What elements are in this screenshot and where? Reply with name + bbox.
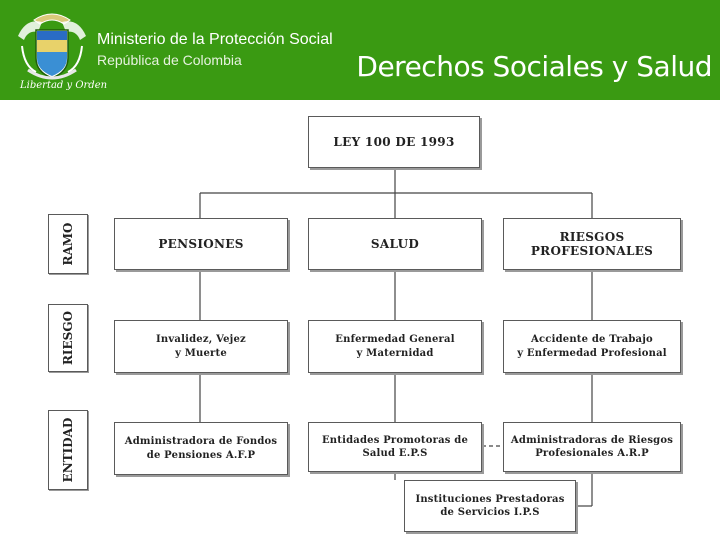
riesgo-salud-line2: y Maternidad <box>356 347 434 359</box>
entidad-arp-line1: Administradoras de Riesgos <box>510 434 674 446</box>
entidad-afp-line2: de Pensiones A.F.P <box>146 449 256 461</box>
riesgo-salud-line1: Enfermedad General <box>335 334 455 345</box>
entidad-eps-line2: Salud E.P.S <box>362 448 428 459</box>
row-label-riesgo <box>48 304 88 372</box>
ips-line1: Instituciones Prestadoras <box>415 493 565 505</box>
root-label: LEY 100 DE 1993 <box>333 135 455 149</box>
riesgo-box-salud <box>308 320 482 373</box>
row-label-entidad-text: ENTIDAD <box>61 417 75 483</box>
row-label-riesgo-text: RIESGO <box>61 310 75 366</box>
row-label-ramo-text: RAMO <box>61 222 75 266</box>
riesgo-pensiones-line2: y Muerte <box>175 347 227 359</box>
entidad-arp-line2: Profesionales A.R.P <box>535 448 649 459</box>
riesgo-riesgos-line1: Accidente de Trabajo <box>531 334 653 345</box>
row-label-entidad <box>48 410 88 490</box>
ramo-box-riesgos-profesionales <box>503 218 681 270</box>
entidad-box-eps <box>308 422 482 472</box>
ramo-label-pensiones: PENSIONES <box>158 237 244 251</box>
entidad-box-arp <box>503 422 681 472</box>
riesgo-pensiones-line1: Invalidez, Vejez <box>156 334 246 345</box>
page-title: Derechos Sociales y Salud <box>356 50 712 83</box>
root-box-ley-100 <box>308 116 480 168</box>
ministry-name: Ministerio de la Protección Social <box>97 31 333 48</box>
riesgo-box-riesgos-profesionales <box>503 320 681 373</box>
entidad-eps-line1: Entidades Promotoras de <box>321 434 469 446</box>
ramo-label-salud: SALUD <box>370 237 420 251</box>
riesgo-riesgos-line2: y Enfermedad Profesional <box>517 347 667 359</box>
ramo-box-salud <box>308 218 482 270</box>
ramo-box-pensiones <box>114 218 288 270</box>
entidad-afp-line1: Administradora de Fondos <box>124 436 278 447</box>
ips-line2: de Servicios I.P.S <box>440 507 540 518</box>
ministry-subtitle: República de Colombia <box>97 52 242 68</box>
ips-box <box>404 480 576 532</box>
motto: Libertad y Orden <box>20 80 108 91</box>
ramo-label-riesgos-line2: PROFESIONALES <box>530 244 654 258</box>
ramo-label-riesgos-line1: RIESGOS <box>559 230 625 244</box>
entidad-box-afp <box>114 422 288 475</box>
riesgo-box-pensiones <box>114 320 288 373</box>
row-label-ramo <box>48 214 88 274</box>
